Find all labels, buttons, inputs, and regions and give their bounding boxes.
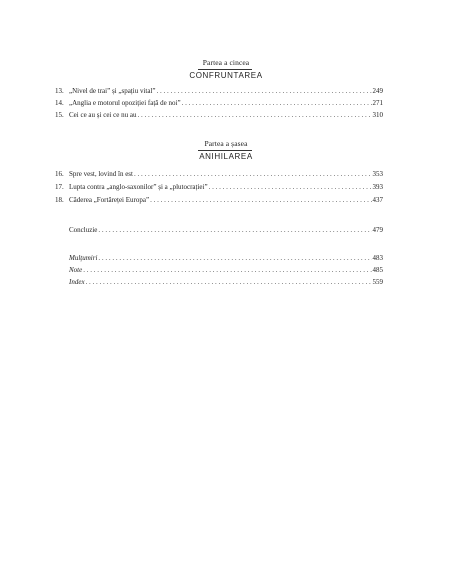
entry-page: 249 (372, 87, 383, 95)
entry-title: „Nivel de trai” și „spațiu vital” (69, 87, 156, 95)
part-5-rule (198, 69, 252, 70)
entry-title: Spre vest, lovind în est (69, 170, 133, 178)
toc-entry-17[interactable] (55, 182, 383, 192)
entry-number: 18. (55, 196, 64, 204)
entry-page: 559 (372, 278, 383, 286)
entry-title: „Anglia e motorul opoziției față de noi” (69, 99, 181, 107)
dot-leader (98, 253, 371, 263)
entry-number: 13. (55, 87, 64, 95)
entry-title: Note (69, 266, 83, 274)
toc-entry-14[interactable] (55, 98, 383, 108)
dot-leader (83, 265, 371, 275)
entry-title: Index (69, 278, 85, 286)
entry-page: 393 (372, 183, 383, 191)
dot-leader (182, 98, 372, 108)
dot-leader (209, 182, 372, 192)
entry-page: 483 (372, 254, 383, 262)
part-6-label: Partea a șasea (204, 139, 248, 148)
entry-page: 485 (372, 266, 383, 274)
entry-page: 310 (372, 111, 383, 119)
entry-title: Mulțumiri (69, 254, 98, 262)
dot-leader (137, 110, 371, 120)
entry-page: 437 (372, 196, 383, 204)
dot-leader (157, 86, 372, 96)
dot-leader (86, 277, 372, 287)
toc-entry-18[interactable] (55, 195, 383, 205)
entry-title: Cei ce au și cei ce nu au (69, 111, 137, 119)
part-6-rule (198, 150, 252, 151)
entry-page: 479 (372, 226, 383, 234)
entry-title: Lupta contra „anglo-saxonilor” și a „plutocrației” (69, 183, 208, 191)
entry-page: 271 (372, 99, 383, 107)
toc-entry-16[interactable] (55, 169, 383, 179)
part-5-title: CONFRUNTAREA (189, 71, 263, 80)
part-6-title: ANIHILAREA (199, 152, 253, 161)
dot-leader (134, 169, 372, 179)
part-5-label: Partea a cincea (202, 58, 250, 67)
entry-number: 14. (55, 99, 64, 107)
dot-leader (150, 195, 371, 205)
entry-number: 17. (55, 183, 64, 191)
entry-page: 353 (372, 170, 383, 178)
entry-title: Concluzie (69, 226, 98, 234)
dot-leader (98, 225, 371, 235)
entry-number: 16. (55, 170, 64, 178)
entry-number: 15. (55, 111, 64, 119)
toc-entry-15[interactable] (55, 110, 383, 120)
toc-entry-index[interactable] (69, 277, 383, 287)
toc-entry-13[interactable] (55, 86, 383, 96)
toc-entry-acknowledgements[interactable] (69, 253, 383, 263)
entry-title: Căderea „Fortăreței Europa” (69, 196, 150, 204)
toc-entry-conclusion[interactable] (69, 225, 383, 235)
toc-entry-notes[interactable] (69, 265, 383, 275)
